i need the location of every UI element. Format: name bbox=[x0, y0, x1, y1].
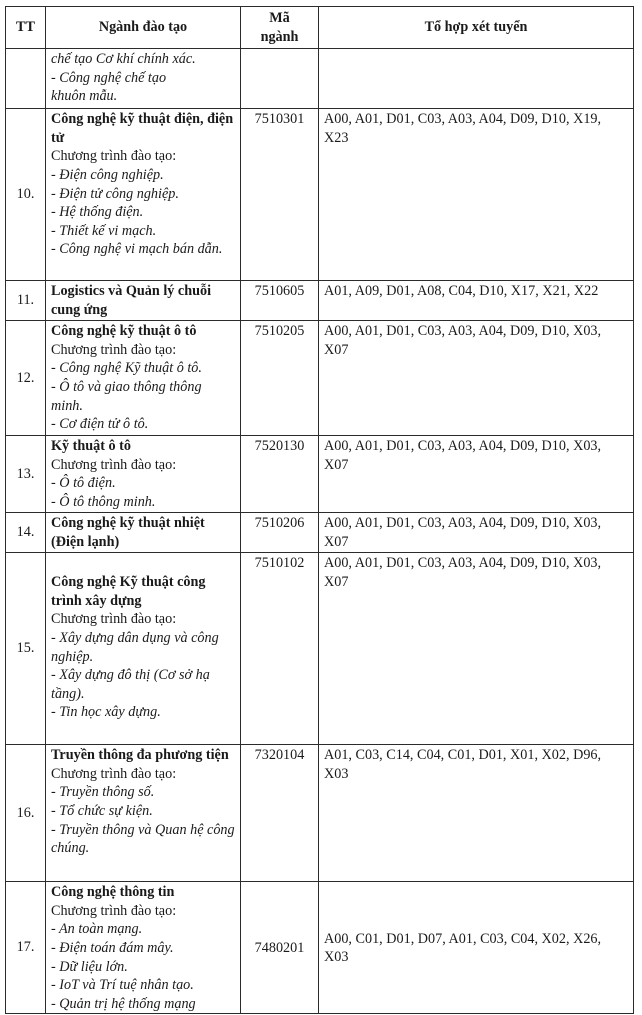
major-cell bbox=[46, 513, 241, 553]
row-number: 13. bbox=[6, 436, 46, 513]
table-row-17 bbox=[6, 882, 634, 1014]
program-label: Chương trình đào tạo: bbox=[51, 456, 177, 473]
major-title: Công nghệ kỹ thuật nhiệt (Điện lạnh) bbox=[51, 515, 205, 550]
combos-cell: A00, A01, D01, C03, A03, A04, D09, D10, X19, X23 bbox=[319, 109, 634, 281]
combos-cell: A00, A01, D01, C03, A03, A04, D09, D10, X03, X07 bbox=[319, 553, 634, 745]
row-number: 14. bbox=[6, 513, 46, 553]
program-label: Chương trình đào tạo: bbox=[51, 902, 177, 919]
header-combos: Tổ hợp xét tuyển bbox=[319, 7, 634, 49]
table-row-13 bbox=[6, 436, 634, 513]
major-code: 7520130 bbox=[241, 436, 319, 513]
row-number: 15. bbox=[6, 553, 46, 745]
table-row-12 bbox=[6, 321, 634, 436]
table-row-15 bbox=[6, 553, 634, 745]
row-number: 17. bbox=[6, 882, 46, 1014]
combos-cell: A00, A01, D01, C03, A03, A04, D09, D10, X03, X07 bbox=[319, 321, 634, 436]
major-cell: Kỹ thuật ô tô Chương trình đào tạo: - Ô tô điện. - Ô tô thông minh. bbox=[46, 436, 241, 513]
combos-cell: A01, A09, D01, A08, C04, D10, X17, X21, X22 bbox=[319, 281, 634, 321]
row-number: 10. bbox=[6, 109, 46, 281]
row-number: 12. bbox=[6, 321, 46, 436]
major-cell: Công nghệ Kỹ thuật công trình xây dựng Chương trình đào tạo: - Xây dựng dân dụng và công nghiệp. - Xây dựng đô thị (Cơ sở hạ tầng). - Tin học xây dựng. bbox=[46, 553, 241, 745]
major-cell: Truyền thông đa phương tiện Chương trình đào tạo: - Truyền thông số. - Tổ chức sự kiện. - Truyền thông và Quan hệ công chúng. bbox=[46, 745, 241, 882]
header-row bbox=[6, 7, 634, 49]
major-title: Truyền thông đa phương tiện bbox=[51, 747, 229, 764]
major-code: 7510605 bbox=[241, 281, 319, 321]
header-code-line1: Mã bbox=[269, 10, 290, 26]
program-label: Chương trình đào tạo: bbox=[51, 611, 177, 628]
major-code: 7510301 bbox=[241, 109, 319, 281]
table-row-10 bbox=[6, 109, 634, 281]
row-number: 16. bbox=[6, 745, 46, 882]
major-cell: chế tạo Cơ khí chính xác. - Công nghệ chế tạo khuôn mẫu. bbox=[46, 49, 241, 109]
combos-cell: A00, A01, D01, C03, A03, A04, D09, D10, X03, X07 bbox=[319, 513, 634, 553]
header-code bbox=[241, 7, 319, 49]
program-label: Chương trình đào tạo: bbox=[51, 341, 177, 358]
header-tt: TT bbox=[6, 7, 46, 49]
admission-table bbox=[5, 6, 634, 1014]
major-code: 7510102 bbox=[241, 553, 319, 745]
major-cell: Công nghệ kỹ thuật điện, điện tử Chương trình đào tạo: - Điện công nghiệp. - Điện tử công nghiệp. - Hệ thống điện. - Thiết kế vi mạch. - Công nghệ vi mạch bán dẫn. bbox=[46, 109, 241, 281]
table-row-continued bbox=[6, 49, 634, 109]
major-code: 7510206 bbox=[241, 513, 319, 553]
major-title: Công nghệ Kỹ thuật công trình xây dựng bbox=[51, 574, 206, 609]
program-label: Chương trình đào tạo: bbox=[51, 148, 177, 165]
major-code: 7480201 bbox=[241, 882, 319, 1014]
table-row-11 bbox=[6, 281, 634, 321]
major-code: 7510205 bbox=[241, 321, 319, 436]
major-title: Công nghệ kỹ thuật ô tô bbox=[51, 323, 197, 340]
major-title: Công nghệ kỹ thuật điện, điện tử bbox=[51, 111, 234, 146]
header-code-line2: ngành bbox=[260, 28, 299, 45]
major-code: 7320104 bbox=[241, 745, 319, 882]
header-major: Ngành đào tạo bbox=[46, 7, 241, 49]
combos-cell: A00, A01, D01, C03, A03, A04, D09, D10, X03, X07 bbox=[319, 436, 634, 513]
major-cell: Công nghệ kỹ thuật ô tô Chương trình đào tạo: - Công nghệ Kỹ thuật ô tô. - Ô tô và giao thông thông minh. - Cơ điện tử ô tô. bbox=[46, 321, 241, 436]
major-title: Công nghệ thông tin bbox=[51, 884, 175, 901]
combos-cell: A01, C03, C14, C04, C01, D01, X01, X02, D96, X03 bbox=[319, 745, 634, 882]
major-cell bbox=[46, 281, 241, 321]
table-row-14 bbox=[6, 513, 634, 553]
major-title: Kỹ thuật ô tô bbox=[51, 438, 132, 455]
row-number: 11. bbox=[6, 281, 46, 321]
combos-cell: A00, C01, D01, D07, A01, C03, C04, X02, X26, X03 bbox=[319, 882, 634, 1014]
major-cell: Công nghệ thông tin Chương trình đào tạo: - An toàn mạng. - Điện toán đám mây. - Dữ liệu lớn. - IoT và Trí tuệ nhân tạo. - Quản trị hệ thống mạng bbox=[46, 882, 241, 1014]
table-row-16 bbox=[6, 745, 634, 882]
program-label: Chương trình đào tạo: bbox=[51, 765, 177, 782]
major-title: Logistics và Quản lý chuỗi cung ứng bbox=[51, 283, 212, 318]
